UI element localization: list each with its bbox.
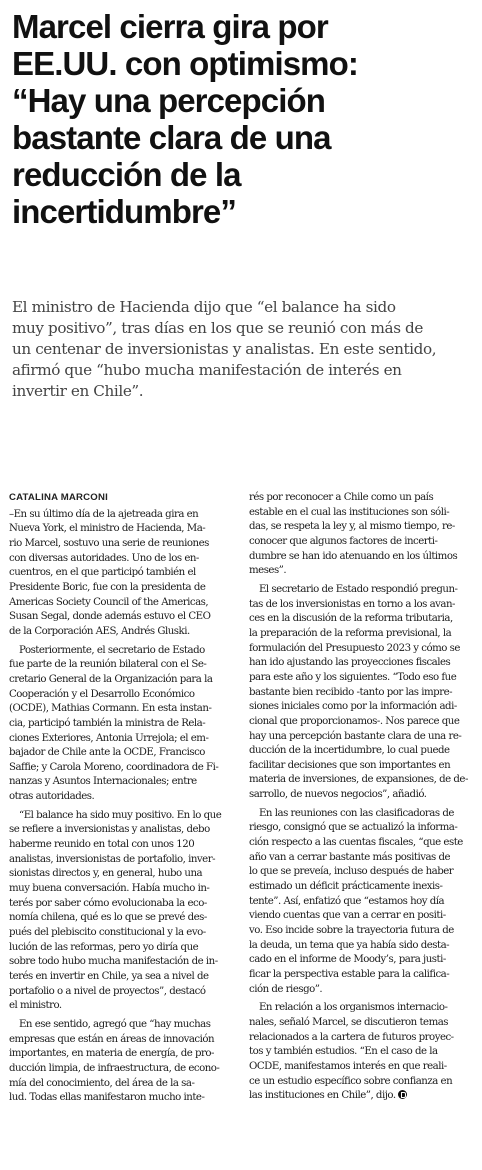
headline-line: reducción de la — [12, 156, 241, 193]
article-line: riesgo, consignó que se actualizó la informa- — [249, 822, 458, 834]
article-line: hay una percepción bastante clara de una re- — [249, 730, 462, 742]
article-line: Americas Society Council of the Americas, — [9, 596, 209, 608]
lede-line: un centenar de inversionistas y analistas. En este sentido, — [12, 340, 437, 358]
article-line: materia de inversiones, de expansiones, de de- — [249, 774, 468, 786]
article-paragraph — [249, 1001, 474, 1104]
article-line: sarrollo, de nuevos negocios”, añadió. — [249, 789, 427, 801]
article-line: bastante bien recibido -tanto por las impre- — [249, 686, 453, 698]
article-line: pués del plebiscito constitucional y la evo- — [9, 927, 206, 939]
article-line: estimado un déficit prácticamente inexis- — [249, 881, 443, 893]
article-line: vo. Eso incide sobre la trayectoria futura de — [249, 925, 454, 937]
article-line: lud. Todas ellas manifestaron mucho inte- — [9, 1092, 205, 1104]
article-line: cional que proporcionamos-. Nos parece que — [249, 715, 460, 727]
headline-line: EE.UU. con optimismo: — [12, 45, 358, 82]
article-line: sobre todo hubo mucha manifestación de in- — [9, 956, 218, 968]
article-line: estable en el cual las instituciones son sóli- — [249, 506, 450, 518]
article-paragraph — [9, 1018, 234, 1106]
article-line: la deuda, un tema que ya había sido desta- — [249, 939, 450, 951]
article-line: En las reuniones con las clasificadoras de — [259, 807, 454, 819]
article-line: rio Marcel, sostuvo una serie de reuniones — [9, 537, 209, 549]
article-line: portafolio o a nivel de proyectos”, destacó — [9, 985, 206, 997]
headline-line: “Hay una percepción — [12, 82, 325, 119]
article-line: tos y también estudios. “En el caso de la — [249, 1046, 438, 1058]
article-paragraph — [9, 508, 234, 640]
article-line: bajador de Chile ante la OCDE, Francisco — [9, 747, 205, 759]
publication-end-mark-icon — [398, 1090, 407, 1099]
article-line: empresas que están en áreas de innovación — [9, 1033, 215, 1045]
article-line: fue parte de la reunión bilateral con el Se- — [9, 659, 207, 671]
article-paragraph — [9, 809, 234, 1014]
article-line: sionistas directos y, en general, hubo una — [9, 868, 203, 880]
article-line: analistas, inversionistas de portafolio, inver- — [9, 853, 216, 865]
byline: CATALINA MARCONI — [9, 492, 108, 503]
article-line: nomía chilena, qué es lo que se prevé des- — [9, 912, 207, 924]
lede-line: El ministro de Hacienda dijo que “el balance ha sido — [12, 298, 396, 316]
article-line: Saffie; y Carola Moreno, coordinadora de Fi- — [9, 761, 219, 773]
article-line: das, se respeta la ley y, al mismo tiempo, re- — [249, 521, 455, 533]
article-headline — [12, 8, 474, 230]
article-line: conocer que algunos factores de incerti- — [249, 535, 438, 547]
lede-line: invertir en Chile”. — [12, 382, 144, 400]
article-line: relacionados a la cartera de futuros proyec- — [249, 1031, 454, 1043]
article-line: OCDE, manifestamos interés en que reali- — [249, 1060, 447, 1072]
article-column-right — [249, 491, 474, 1108]
article-line: con diversas autoridades. Uno de los en- — [9, 552, 199, 564]
article-line: nanzas y Asuntos Internacionales; entre — [9, 776, 197, 788]
article-line: cado en el informe de Moody’s, para justi- — [249, 954, 446, 966]
article-line: En relación a los organismos internacio- — [259, 1002, 448, 1014]
article-line: haberme reunido en total con unos 120 — [9, 839, 195, 851]
article-line: meses”. — [249, 565, 287, 577]
article-line: facilitar decisiones que son importantes en — [249, 759, 451, 771]
article-line: otras autoridades. — [9, 791, 95, 803]
article-line: han ido ajustando las proyecciones fiscales — [249, 657, 451, 669]
article-line: para este año y los siguientes. “Todo eso fue — [249, 671, 457, 683]
article-line: mía del conocimiento, del área de la sa- — [9, 1077, 195, 1089]
article-line: ción de riesgo”. — [249, 983, 323, 995]
article-line: importantes, en materia de energía, de pro- — [9, 1048, 214, 1060]
article-line: –En su último día de la ajetreada gira en — [9, 508, 199, 520]
article-line: En ese sentido, agregó que “hay muchas — [19, 1018, 211, 1030]
article-line: cia, participó también la ministra de Rela- — [9, 717, 206, 729]
article-line: año van a cerrar bastante más positivas de — [249, 851, 451, 863]
article-line: tente”. Así, enfatizó que “estamos hoy día — [249, 895, 445, 907]
article-paragraph — [249, 583, 474, 803]
article-line: Susan Segal, donde además estuvo el CEO — [9, 611, 211, 623]
article-line: lución de las reformas, pero yo diría que — [9, 941, 199, 953]
article-line: se refiere a inversionistas y analistas, debo — [9, 824, 210, 836]
article-line: formulación del Presupuesto 2023 y cómo se — [249, 642, 460, 654]
article-line: ciones Exteriores, Antonia Urrejola; el em- — [9, 732, 209, 744]
article-line: terés en invertir en Chile, ya sea a nivel de — [9, 971, 209, 982]
article-line: dumbre se han ido atenuando en los últimos — [249, 550, 458, 562]
lede-line: afirmó que “hubo mucha manifestación de interés en — [12, 361, 402, 379]
article-paragraph — [249, 491, 474, 579]
article-line: ficar la perspectiva estable para la califica- — [249, 969, 450, 980]
article-line: la preparación de la reforma previsional, la — [249, 627, 452, 639]
article-line: terés por saber cómo evolucionaba la eco- — [9, 897, 207, 909]
headline-line: incertidumbre” — [12, 193, 236, 230]
article-line: tas de los inversionistas en torno a los avan- — [249, 598, 455, 610]
article-line: cretario General de la Organización para la — [9, 673, 213, 685]
article-paragraph — [249, 807, 474, 998]
article-line: (OCDE), Mathias Cormann. En esta instan- — [9, 703, 212, 715]
article-line: siones iniciales como por la información adi- — [249, 701, 457, 713]
article-line: ces en la discusión de la reforma tributaria, — [249, 613, 453, 625]
article-line: muy buena conversación. Había mucho in- — [9, 883, 210, 895]
article-line: nales, señaló Marcel, se discutieron temas — [249, 1016, 449, 1028]
article-line: las instituciones en Chile”, dijo. — [249, 1089, 474, 1104]
article-line: ducción limpia, de infraestructura, de econo- — [9, 1062, 220, 1074]
article-column-left — [9, 491, 234, 1110]
article-lede — [12, 297, 474, 402]
headline-line: Marcel cierra gira por — [12, 8, 328, 45]
article-line: el ministro. — [9, 1000, 62, 1012]
article-line: cuentros, en el que participó también el — [9, 567, 196, 579]
article-line: ducción de la incertidumbre, lo cual puede — [249, 745, 450, 757]
article-line: Presidente Boric, fue con la presidenta de — [9, 581, 206, 593]
article-line: Nueva York, el ministro de Hacienda, Ma- — [9, 523, 206, 535]
article-line: rés por reconocer a Chile como un país — [249, 492, 434, 503]
article-paragraph — [9, 644, 234, 805]
article-line: Posteriormente, el secretario de Estado — [19, 644, 205, 656]
headline-line: bastante clara de una — [12, 119, 331, 156]
article-line: “El balance ha sido muy positivo. En lo que — [19, 809, 222, 821]
article-line: de la Corporación AES, Andrés Gluski. — [9, 625, 190, 637]
lede-line: muy positivo”, tras días en los que se reunió con más de — [12, 319, 423, 337]
article-line: viendo cuentas que van a cerrar en positi- — [249, 910, 446, 922]
article-line: lo que se preveía, incluso después de haber — [249, 866, 454, 878]
article-line: ce un estudio específico sobre confianza en — [249, 1075, 453, 1087]
article-line: Cooperación y el Desarrollo Económico — [9, 688, 195, 700]
article-line: ción respecto a las cuentas fiscales, “que este — [249, 837, 463, 849]
article-line: El secretario de Estado respondió pregun- — [259, 583, 458, 595]
